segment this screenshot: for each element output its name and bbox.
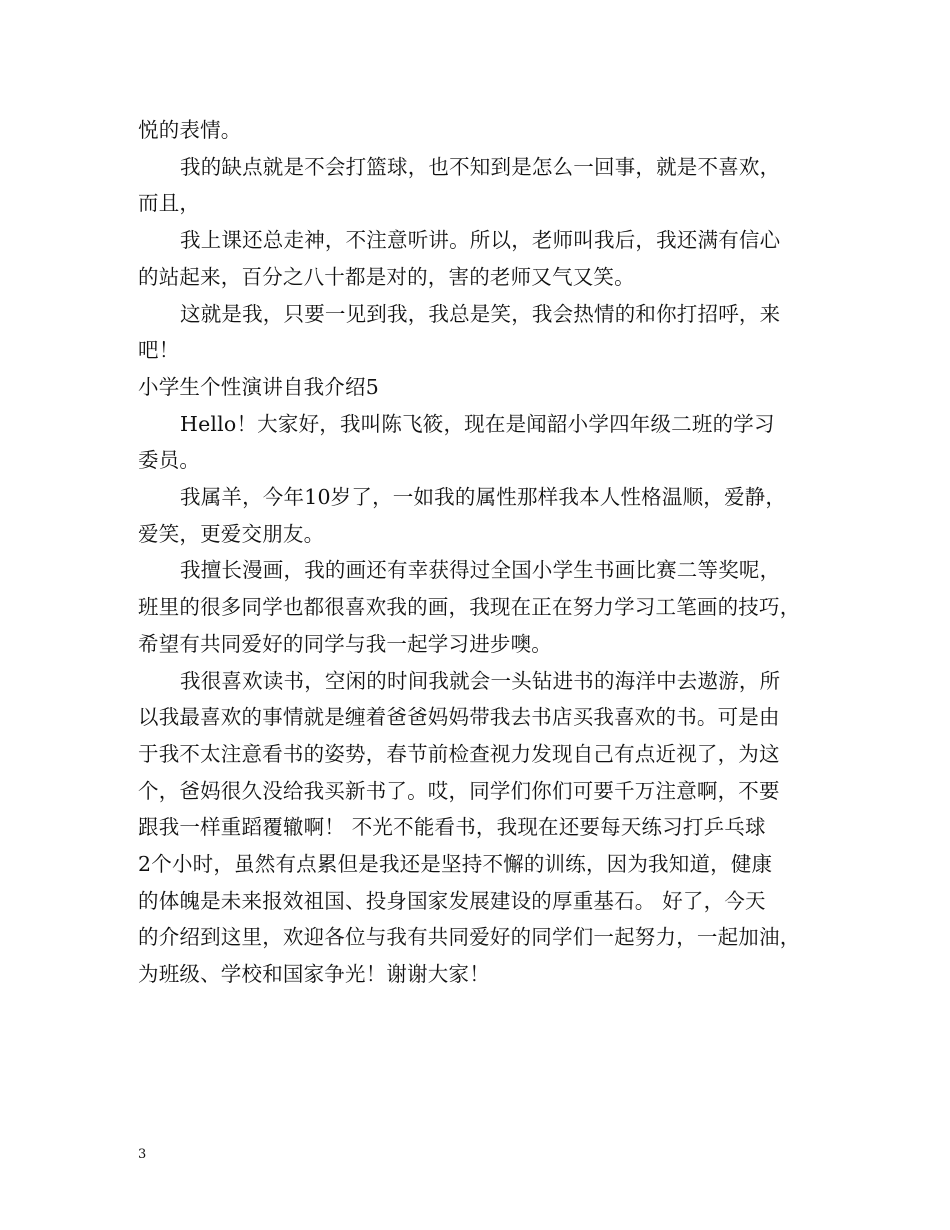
text-line: 希望有共同爱好的同学与我一起学习进步噢。: [138, 631, 552, 656]
text-line: 我上课还总走神，不注意听讲。所以，老师叫我后，我还满有信心: [180, 228, 781, 253]
text-line: 以我最喜欢的事情就是缠着爸爸妈妈带我去书店买我喜欢的书。可是由: [138, 705, 780, 730]
paragraph-greeting: [138, 406, 828, 479]
text-line: 爱笑，更爱交朋友。: [138, 521, 325, 546]
text-line: 悦的表情。: [138, 118, 242, 142]
paragraph-personality: [138, 479, 828, 552]
text-line: 跟我一样重蹈覆辙啊！ 不光不能看书，我现在还要每天练习打乒乓球: [138, 815, 766, 840]
paragraph-reading: [138, 663, 828, 993]
paragraph-class: [138, 222, 828, 295]
text-line: 我的缺点就是不会打篮球，也不知到是怎么一回事，就是不喜欢，: [180, 154, 781, 179]
text-line: 小学生个性演讲自我介绍5: [138, 374, 379, 399]
text-line: 个，爸妈很久没给我买新书了。哎，同学们你们可要千万注意啊，不要: [138, 778, 780, 803]
text-line: 我属羊，今年10岁了，一如我的属性那样我本人性格温顺，爱静，: [180, 485, 787, 510]
text-line: 的介绍到这里，欢迎各位与我有共同爱好的同学们一起努力，一起加油，: [138, 925, 801, 950]
text-line: 吧！: [138, 338, 180, 363]
text-line: 的站起来，百分之八十都是对的，害的老师又气又笑。: [138, 264, 635, 289]
text-line: 班里的很多同学也都很喜欢我的画，我现在正在努力学习工笔画的技巧，: [138, 595, 801, 620]
document-body: [138, 112, 828, 993]
text-line: 的体魄是未来报效祖国、投身国家发展建设的厚重基石。 好了，今天: [138, 888, 766, 913]
paragraph-drawing: [138, 552, 828, 662]
text-line: 委员。: [138, 448, 201, 473]
text-line: 我擅长漫画，我的画还有幸获得过全国小学生书画比赛二等奖呢，: [180, 558, 781, 583]
page-number: 3: [138, 1147, 147, 1162]
text-line: 为班级、学校和国家争光！谢谢大家！: [138, 962, 490, 987]
text-line: 于我不太注意看书的姿势，春节前检查视力发现自己有点近视了，为这: [138, 741, 780, 766]
text-line: Hello！大家好，我叫陈飞筱，现在是闻韶小学四年级二班的学习: [180, 411, 775, 436]
text-line: 这就是我，只要一见到我，我总是笑，我会热情的和你打招呼，来: [180, 301, 781, 326]
section-heading: [138, 369, 828, 406]
text-line: 我很喜欢读书，空闲的时间我就会一头钻进书的海洋中去遨游，所: [180, 668, 781, 693]
paragraph-weakness: [138, 149, 828, 222]
paragraph-closing: [138, 296, 828, 369]
text-line: 而且，: [138, 191, 201, 216]
paragraph-continuation: [138, 112, 828, 149]
text-line: 2个小时，虽然有点累但是我还是坚持不懈的训练，因为我知道，健康: [138, 852, 773, 877]
